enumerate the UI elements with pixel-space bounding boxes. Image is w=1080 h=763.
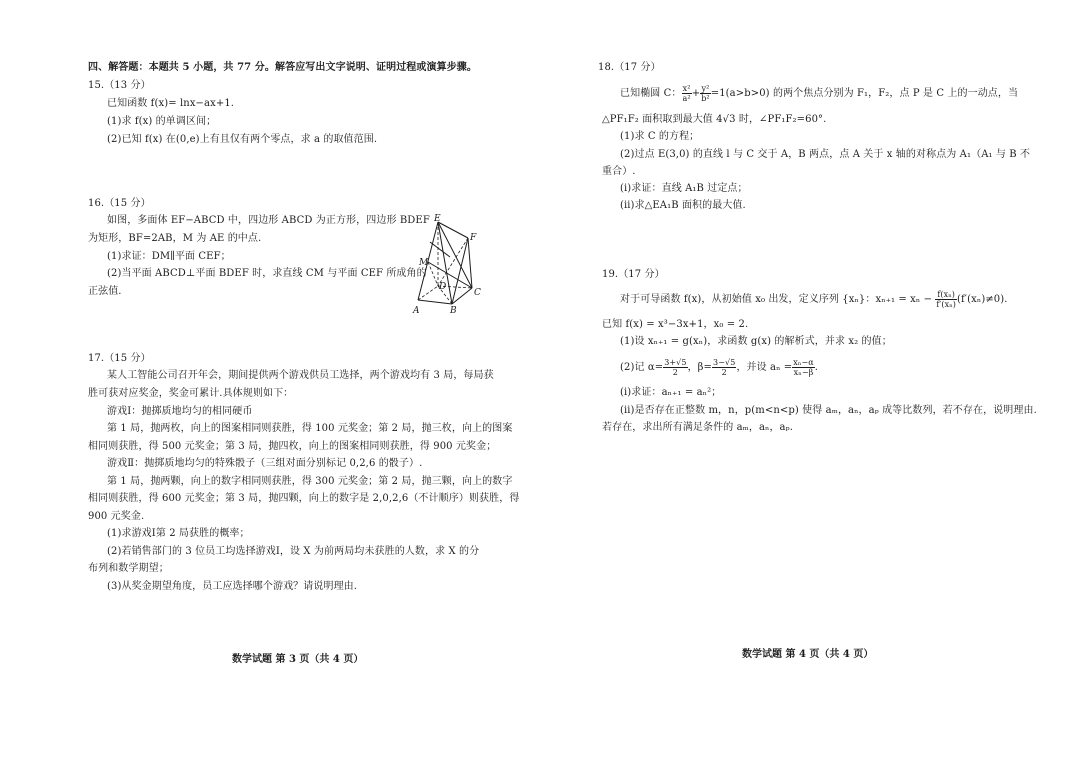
q19-title: 19.（17 分） [602, 269, 665, 280]
frac-alpha: $\frac{3+√5}{2}$ [664, 358, 687, 377]
q15-part2: (2)已知 f(x) 在(0,e)上有且仅有两个零点，求 a 的取值范围. [107, 134, 378, 145]
q18-part2-ii: (ⅱ)求△EA₁B 面积的最大值. [620, 200, 746, 211]
label-f: F [470, 233, 477, 243]
q16-part1: (1)求证：DM∥平面 CEF； [107, 251, 231, 262]
q17-part2-line1: (2)若销售部门的 3 位员工均选择游戏Ⅰ，设 X 为前两局均未获胜的人数，求 X 的分 [107, 546, 480, 557]
q17-game2-title: 游戏Ⅱ：抛掷质地均匀的特殊骰子（三组对面分别标记 0,2,6 的骰子）. [107, 458, 423, 469]
frac-beta: $\frac{3-√5}{2}$ [713, 358, 736, 377]
section-heading: 四、解答题：本题共 5 小题，共 77 分。解答应写出文字说明、证明过程或演算步骤。 [88, 62, 477, 73]
q18-part2-line1: (2)过点 E(3,0) 的直线 l 与 C 交于 A，B 两点，点 A 关于 x 轴的对称点为 A₁（A₁ 与 B 不 [620, 149, 1031, 160]
q17-game1-line2: 相同则获胜，得 500 元奖金；第 3 局，抛四枚，向上的图案相同则获胜，得 900 元奖金； [88, 441, 497, 452]
q17-stem-line1: 某人工智能公司召开年会，期间提供两个游戏供员工选择，两个游戏均有 3 局，每局获 [107, 370, 494, 381]
q16-stem-line1: 如图，多面体 EF−ABCD 中，四边形 ABCD 为正方形，四边形 BDEF [107, 215, 430, 226]
label-m: M [419, 258, 429, 268]
q19-part2-ii-line1: (ⅱ)是否存在正整数 m，n，p(m<n<p) 使得 aₘ，aₙ，aₚ 成等比数列，若不存在，说明理由. [620, 405, 1037, 416]
q15-part1: (1)求 f(x) 的单调区间； [107, 116, 217, 127]
q19-part1: (1)设 xₙ₊₁ = g(xₙ)，求函数 g(x) 的解析式，并求 x₂ 的值； [620, 336, 892, 347]
q17-part2-line2: 布列和数学期望； [88, 563, 169, 574]
q17-game1-title: 游戏Ⅰ：抛掷质地均匀的相同硬币 [107, 406, 253, 417]
q19-part2-i: (ⅰ)求证：aₙ₊₁ = aₙ²； [620, 387, 722, 398]
q15-stem: 已知函数 f(x)= lnx−ax+1. [107, 98, 235, 109]
q18-part2-i: (ⅰ)求证：直线 A₁B 过定点； [620, 183, 748, 194]
q17-game1-line1: 第 1 局，抛两枚，向上的图案相同则获胜，得 100 元奖金；第 2 局，抛三枚，向上的图案 [107, 423, 513, 434]
polyhedron-figure [410, 212, 490, 318]
label-c: C [474, 288, 481, 298]
page-footer-left: 数学试题 第 3 页（共 4 页） [232, 654, 364, 665]
q16-stem-line2: 为矩形，BF=2AB，M 为 AE 的中点. [88, 233, 262, 244]
q18-part2-line2: 重合）. [602, 166, 636, 177]
q16-part2-line2: 正弦值. [88, 286, 122, 297]
q17-title: 17.（15 分） [88, 353, 151, 364]
q19-part2: (2)记 α= $\frac{3+√5}{2}$ ，β= $\frac{3-√5}{2}$ ，并设 aₙ = $\frac{\text{xₙ−α}}{\text{xₙ−β}}$ . [620, 358, 819, 377]
q17-game2-line1: 第 1 局，抛两颗，向上的数字相同则获胜，得 300 元奖金；第 2 局，抛三颗，向上的数字 [107, 476, 513, 487]
q19-stem-line2: 已知 f(x) = x³−3x+1，x₀ = 2. [602, 319, 749, 330]
q17-game2-line2: 相同则获胜，得 600 元奖金；第 3 局，抛四颗，向上的数字是 2,0,2,6（不计顺序）则获胜，得 [88, 493, 520, 504]
q19-stem-line1: 对于可导函数 f(x)，从初始值 x₀ 出发，定义序列 {xₙ}：xₙ₊₁ = xₙ − $\frac{\text{f(xₙ)}}{\text{f′(xₙ)}}$ (f′(xₙ)≠0). [620, 290, 1008, 309]
q17-game2-line3: 900 元奖金. [88, 511, 145, 522]
frac-newton: $\frac{\text{f(xₙ)}}{\text{f′(xₙ)}}$ [936, 290, 956, 309]
label-e: E [434, 214, 441, 224]
q19-part2-ii-line2: 若存在，求出所有满足条件的 aₘ，aₙ，aₚ. [602, 422, 794, 433]
right-page [540, 0, 1080, 763]
q17-part3: (3)从奖金期望角度，员工应选择哪个游戏？请说明理由. [107, 581, 358, 592]
q18-part1: (1)求 C 的方程； [620, 131, 700, 142]
q16-title: 16.（15 分） [88, 198, 151, 209]
label-d: D [439, 282, 447, 292]
label-a: A [413, 306, 420, 316]
label-b: B [450, 306, 457, 316]
q17-stem-line2: 胜可获对应奖金，奖金可累计.具体规则如下： [88, 388, 294, 399]
frac-an: $\frac{\text{xₙ−α}}{\text{xₙ−β}}$ [793, 358, 814, 377]
page-footer-right: 数学试题 第 4 页（共 4 页） [742, 649, 874, 660]
q15-title: 15.（13 分） [88, 80, 151, 91]
q18-stem-line1: 已知椭圆 C： $\frac{\text{x²}}{\text{a²}}$ + $\frac{\text{y²}}{\text{b²}}$ =1(a>b>0) 的两个焦点分别为 F₁，F₂，点 P 是 C 上的一动点，当 [620, 84, 1019, 103]
frac-y2-b2: $\frac{\text{y²}}{\text{b²}}$ [701, 84, 710, 103]
q18-stem-line2: △PF₁F₂ 面积取到最大值 4√3 时，∠PF₁F₂=60°. [602, 114, 827, 125]
frac-x2-a2: $\frac{\text{x²}}{\text{a²}}$ [682, 84, 691, 103]
q18-title: 18.（17 分） [598, 62, 661, 73]
q17-part1: (1)求游戏Ⅰ第 2 局获胜的概率； [107, 528, 250, 539]
q16-part2-line1: (2)当平面 ABCD⊥平面 BDEF 时，求直线 CM 与平面 CEF 所成角的 [107, 268, 427, 279]
